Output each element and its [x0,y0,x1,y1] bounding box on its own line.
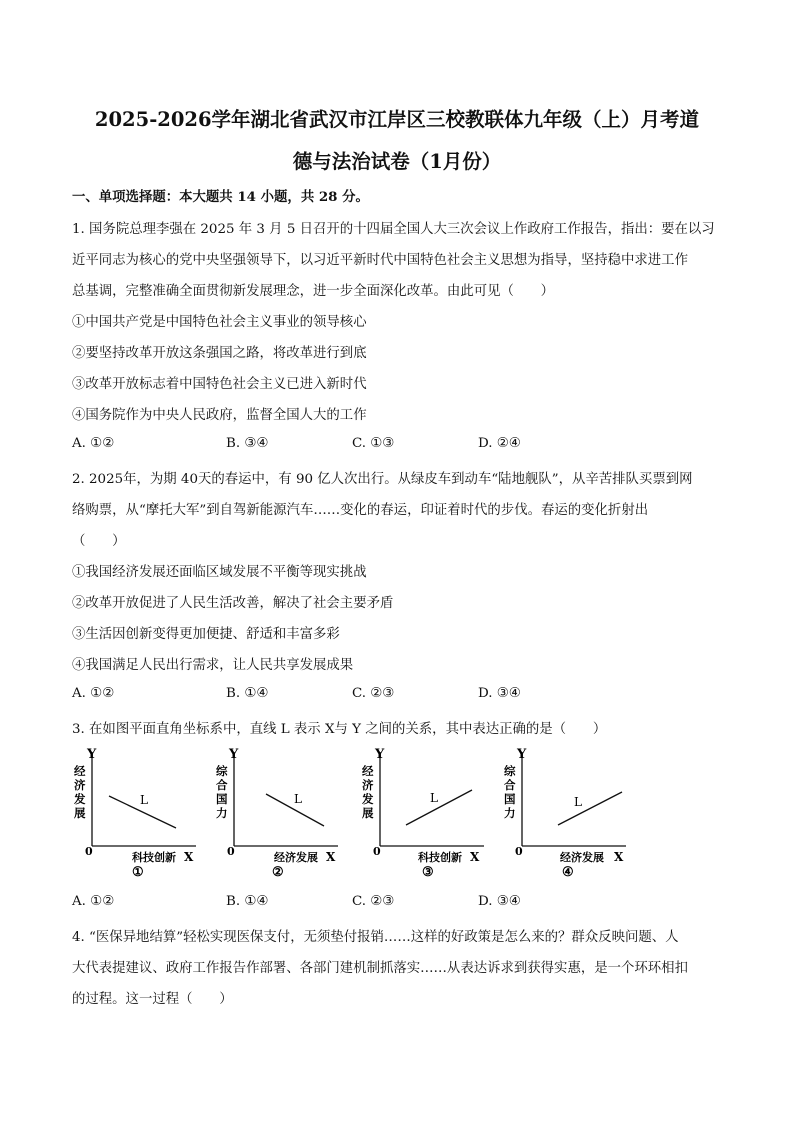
graph-3-y-char-1: 经 [362,764,374,778]
q2-stem-line-3: （ ） [72,534,126,549]
graph-4-y-char-2: 合 [504,778,516,792]
graph-1-origin: 0 [85,845,93,858]
graph-1-y-char-1: 经 [74,764,86,778]
q2-item-2: ②改革开放促进了人民生活改善，解决了社会主要矛盾 [72,596,394,611]
graph-4-y-axis: Y [517,747,527,762]
graph-2-y-char-2: 合 [216,778,228,792]
q2-option-a[interactable]: A. ①② [72,686,115,701]
graph-2-y-axis: Y [229,747,239,762]
q1-option-d[interactable]: D. ②④ [478,436,521,451]
q3-option-b[interactable]: B. ①④ [226,894,269,909]
graph-2-number: ② [272,865,284,880]
q1-option-b[interactable]: B. ③④ [226,436,269,451]
q1-option-c[interactable]: C. ①③ [352,436,395,451]
graph-2-y-char-4: 力 [216,806,228,820]
graph-3-origin: 0 [373,845,381,858]
graph-4-number: ④ [562,865,574,880]
graph-3-y-char-2: 济 [362,778,374,792]
q2-item-4: ④我国满足人民出行需求，让人民共享发展成果 [72,658,354,673]
q3-graph-1 [72,742,202,882]
graph-4-y-char-1: 综 [504,764,516,778]
q3-graph-2 [214,742,344,882]
q2-item-1: ①我国经济发展还面临区域发展不平衡等现实挑战 [72,565,367,580]
exam-title-line-2: 德与法治试卷（1月份） [292,150,502,173]
exam-title-line-1: 2025-2026学年湖北省武汉市江岸区三校教联体九年级（上）月考道 [94,108,700,131]
q2-stem-line-1: 2. 2025年，为期 40天的春运中，有 90 亿人次出行。从绿皮车到动车“陆地舰队”，从辛苦排队买票到网 [72,472,693,487]
graph-4-origin: 0 [515,845,523,858]
graph-3-number: ③ [422,865,434,880]
graph-3-line-l [406,790,472,825]
q4-stem-line-3: 的过程。这一过程（ ） [72,992,233,1007]
graph-3-y-char-4: 展 [362,806,374,820]
graph-3-x-axis: X [470,850,480,864]
q3-option-a[interactable]: A. ①② [72,894,115,909]
q1-item-4: ④国务院作为中央人民政府，监督全国人大的工作 [72,408,367,423]
graph-1-y-char-4: 展 [74,806,86,820]
graph-1-line-label: L [140,793,148,807]
q2-option-d[interactable]: D. ③④ [478,686,521,701]
q2-option-c[interactable]: C. ②③ [352,686,395,701]
graph-4-y-char-3: 国 [504,792,516,806]
graph-2-y-char-3: 国 [216,792,228,806]
q3-option-d[interactable]: D. ③④ [478,894,521,909]
graph-3-y-axis: Y [375,747,385,762]
graph-4-y-char-4: 力 [504,806,516,820]
graph-1-x-label: 科技创新 [132,851,176,864]
graph-3-x-label: 科技创新 [418,851,462,864]
q1-stem-line-1: 1. 国务院总理李强在 2025 年 3 月 5 日召开的十四届全国人大三次会议上作政府工作报告，指出：要在以习 [72,222,715,237]
graph-2-x-label: 经济发展 [274,851,318,864]
graph-2-y-char-1: 综 [216,764,228,778]
q2-item-3: ③生活因创新变得更加便捷、舒适和丰富多彩 [72,627,340,642]
graph-1-x-axis: X [184,850,194,864]
graph-2-origin: 0 [227,845,235,858]
q3-option-c[interactable]: C. ②③ [352,894,395,909]
graph-2-x-axis: X [326,850,336,864]
graph-1-y-char-2: 济 [74,778,86,792]
graph-1-number: ① [132,865,144,880]
graph-2-line-label: L [294,792,302,806]
graph-4-x-axis: X [614,850,624,864]
q2-stem-line-2: 络购票，从“摩托大军”到自驾新能源汽车……变化的春运，印证着时代的步伐。春运的变化折射出 [72,503,649,518]
q2-option-b[interactable]: B. ①④ [226,686,269,701]
q4-stem-line-1: 4. “医保异地结算”轻松实现医保支付，无须垫付报销……这样的好政策是怎么来的？群众反映问题、人 [72,930,679,945]
q1-stem-line-2: 近平同志为核心的党中央坚强领导下，以习近平新时代中国特色社会主义思想为指导，坚持稳中求进工作 [72,253,688,268]
q3-graph-4 [502,742,632,882]
graph-3-line-label: L [430,791,438,805]
q3-stem: 3. 在如图平面直角坐标系中，直线 L 表示 X与 Y 之间的关系，其中表达正确的是（ ） [72,722,607,737]
q1-stem-line-3: 总基调，完整准确全面贯彻新发展理念，进一步全面深化改革。由此可见（ ） [72,284,555,299]
graph-4-line-label: L [574,795,582,809]
section-heading: 一、单项选择题：本大题共 14 小题，共 28 分。 [72,189,369,205]
q4-stem-line-2: 大代表提建议、政府工作报告作部署、各部门建机制抓落实……从表达诉求到获得实惠，是一个环环相扣 [72,961,688,976]
q1-option-a[interactable]: A. ①② [72,436,115,451]
q1-item-3: ③改革开放标志着中国特色社会主义已进入新时代 [72,377,367,392]
q1-item-1: ①中国共产党是中国特色社会主义事业的领导核心 [72,315,367,330]
graph-1-y-axis: Y [87,747,97,762]
graph-4-line-l [558,792,622,825]
graph-1-y-char-3: 发 [74,792,86,806]
q3-graph-3 [360,742,490,882]
q1-item-2: ②要坚持改革开放这条强国之路，将改革进行到底 [72,346,367,361]
graph-4-x-label: 经济发展 [560,851,604,864]
graph-3-y-char-3: 发 [362,792,374,806]
